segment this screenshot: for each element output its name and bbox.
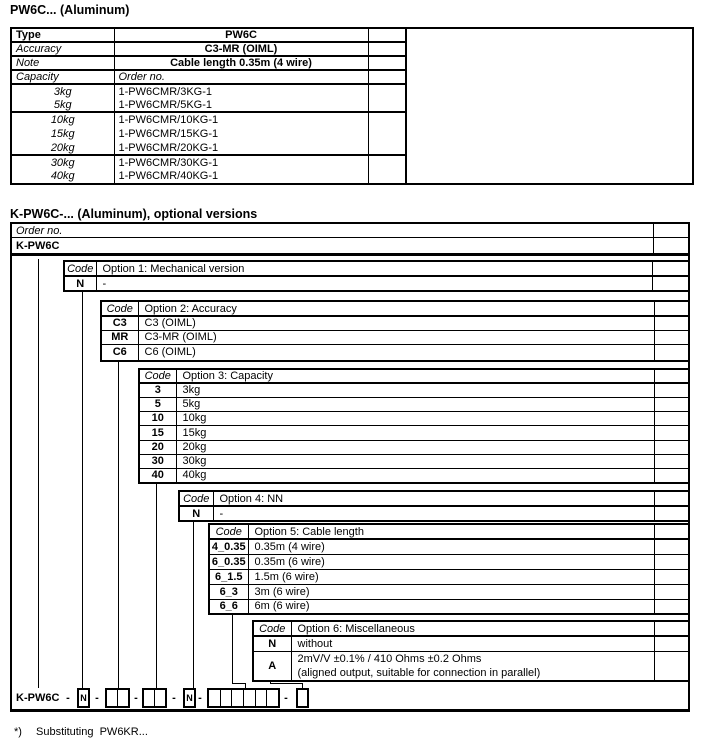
accuracy-label: Accuracy	[11, 42, 114, 56]
connector-option5-line	[232, 613, 233, 684]
option2-code-MR: MR	[101, 330, 138, 344]
option5-desc-6_15: 1.5m (6 wire)	[248, 569, 654, 584]
base-code-header: K-PW6C	[16, 239, 60, 252]
option4-title: Option 4: NN	[213, 491, 654, 506]
assembly-option3-box	[142, 688, 167, 708]
option2-code-C6: C6	[101, 344, 138, 361]
option5-title: Option 5: Cable length	[248, 524, 654, 539]
footnote	[14, 726, 148, 738]
order-no-header-row	[12, 224, 688, 238]
option6-code-N: N	[253, 636, 291, 651]
connector-option1-line	[82, 291, 83, 688]
option3-code-20: 20	[139, 440, 176, 454]
connector-option2-line	[118, 362, 119, 688]
empty-cell	[654, 491, 689, 506]
empty-cell	[654, 539, 689, 554]
code-cell	[232, 690, 244, 706]
code-cell	[256, 690, 268, 706]
connector-option4-line	[193, 520, 194, 688]
option2-desc-C3: C3 (OIML)	[138, 316, 654, 330]
option5-code-header: Code	[209, 524, 248, 539]
code-cell	[155, 690, 165, 706]
assembly-base-code: K-PW6C	[16, 692, 60, 704]
option2-desc-C6: C6 (OIML)	[144, 346, 196, 359]
code-cell	[267, 690, 278, 706]
option4-code-N: N	[179, 506, 213, 521]
connector-option3-line	[156, 482, 157, 688]
assembly-option1-code: N	[80, 693, 87, 703]
note-value: Cable length 0.35m (4 wire)	[114, 56, 368, 70]
pw6c-spec-table	[10, 27, 694, 185]
empty-cell	[654, 599, 689, 614]
option5-code-6_15: 6_1.5	[209, 569, 248, 584]
empty-cell	[368, 155, 406, 184]
option3-table	[138, 368, 690, 484]
assembly-option2-box	[105, 688, 130, 708]
option3-code-10: 10	[139, 411, 176, 425]
option6-desc-N: without	[291, 636, 654, 651]
option1-code-header: Code	[64, 261, 96, 276]
empty-cell	[368, 28, 406, 42]
assembly-dash-1: -	[66, 692, 70, 704]
option3-title: Option 3: Capacity	[176, 369, 654, 383]
empty-cell	[368, 56, 406, 70]
option3-desc-30: 30kg	[176, 454, 654, 468]
empty-cell	[368, 84, 406, 112]
empty-cell	[368, 112, 406, 155]
type-value: PW6C	[114, 28, 368, 42]
empty-cell	[654, 411, 689, 425]
empty-cell	[652, 261, 689, 276]
code-cell	[221, 690, 233, 706]
capacity-15kg: 15kg	[11, 126, 114, 141]
option3-desc-10: 10kg	[176, 411, 654, 425]
capacity-10kg: 10kg	[11, 112, 114, 126]
footnote-text: Substituting PW6KR...	[36, 726, 148, 738]
empty-cell	[654, 316, 689, 330]
option3-desc-5: 5kg	[176, 397, 654, 411]
footnote-marker: *)	[14, 726, 22, 738]
option1-desc-N: -	[102, 277, 107, 290]
capacity-20kg: 20kg	[11, 141, 114, 155]
capacity-label: Capacity	[11, 70, 114, 84]
option3-code-header: Code	[139, 369, 176, 383]
option2-table	[100, 300, 690, 362]
option1-table	[63, 260, 690, 292]
assembly-dash-6: -	[284, 692, 288, 704]
capacity-30kg: 30kg	[11, 155, 114, 169]
assembly-dash-2: -	[95, 692, 99, 704]
capacity-3kg: 3kg	[11, 84, 114, 98]
option5-desc-4_035: 0.35m (4 wire)	[248, 539, 654, 554]
empty-cell	[654, 569, 689, 584]
capacity-40kg: 40kg	[11, 169, 114, 184]
empty-cell	[654, 425, 689, 440]
assembly-option1-box	[77, 688, 90, 708]
option1-code-N: N	[64, 276, 96, 291]
top-section-title: PW6C... (Aluminum)	[10, 3, 130, 17]
order-no-5kg: 1-PW6CMR/5KG-1	[114, 98, 368, 112]
option3-desc-3: 3kg	[176, 383, 654, 397]
empty-cell	[654, 621, 689, 636]
empty-cell	[654, 524, 689, 539]
assembly-option4-code: N	[186, 693, 193, 703]
empty-cell	[654, 330, 689, 344]
option3-code-3: 3	[139, 383, 176, 397]
option4-table	[178, 490, 690, 522]
code-cell	[144, 690, 155, 706]
option6-table	[252, 620, 690, 682]
option3-code-30: 30	[139, 454, 176, 468]
order-no-20kg: 1-PW6CMR/20KG-1	[114, 141, 368, 155]
connector-option6-jog	[270, 683, 303, 684]
order-no-10kg: 1-PW6CMR/10KG-1	[114, 112, 368, 126]
option5-code-6_3: 6_3	[209, 584, 248, 599]
empty-cell	[654, 397, 689, 411]
option6-title: Option 6: Miscellaneous	[291, 621, 654, 636]
option6-desc-A	[291, 651, 654, 681]
order-no-label: Order no.	[114, 70, 368, 84]
accuracy-value: C3-MR (OIML)	[114, 42, 368, 56]
empty-cell	[654, 506, 689, 521]
empty-cell	[654, 301, 689, 316]
empty-cell	[654, 636, 689, 651]
empty-cell	[654, 454, 689, 468]
order-no-40kg: 1-PW6CMR/40KG-1	[114, 169, 368, 184]
option3-desc-20: 20kg	[176, 440, 654, 454]
option5-table	[208, 523, 690, 615]
option5-desc-6_6: 6m (6 wire)	[254, 600, 310, 613]
option2-title: Option 2: Accuracy	[138, 301, 654, 316]
option1-title: Option 1: Mechanical version	[96, 261, 652, 276]
code-cell	[298, 690, 307, 706]
option3-code-5: 5	[139, 397, 176, 411]
type-label: Type	[11, 28, 114, 42]
option3-code-40: 40	[139, 468, 176, 483]
empty-cell	[654, 651, 689, 681]
option5-code-4_035: 4_0.35	[209, 539, 248, 554]
empty-cell	[368, 70, 406, 84]
option3-desc-15: 15kg	[176, 425, 654, 440]
empty-cell	[654, 369, 689, 383]
order-no-15kg: 1-PW6CMR/15KG-1	[114, 126, 368, 141]
option5-desc-6_3: 3m (6 wire)	[248, 584, 654, 599]
option2-code-header: Code	[101, 301, 138, 316]
note-label: Note	[11, 56, 114, 70]
code-cell	[244, 690, 256, 706]
assembly-option6-box	[296, 688, 309, 708]
empty-cell	[654, 554, 689, 569]
order-code-section-title: K-PW6C-... (Aluminum), optional versions	[10, 207, 258, 221]
empty-cell	[653, 238, 688, 253]
empty-cell	[652, 276, 689, 291]
connector-base-line	[38, 259, 39, 688]
assembly-dash-5: -	[198, 692, 202, 704]
base-code-row	[12, 238, 688, 256]
option6-code-header: Code	[253, 621, 291, 636]
empty-cell	[654, 584, 689, 599]
option4-desc-N: -	[219, 507, 224, 520]
code-cell	[118, 690, 128, 706]
option2-desc-MR: C3-MR (OIML)	[138, 330, 654, 344]
option6-code-A: A	[253, 651, 291, 681]
option5-desc-6_035: 0.35m (6 wire)	[248, 554, 654, 569]
option6-desc-A-line1: 2mV/V ±0.1% / 410 Ohms ±0.2 Ohms	[297, 652, 482, 665]
order-no-3kg: 1-PW6CMR/3KG-1	[114, 84, 368, 98]
option5-code-6_035: 6_0.35	[209, 554, 248, 569]
option2-code-C3: C3	[101, 316, 138, 330]
code-cell	[209, 690, 221, 706]
option3-desc-40: 40kg	[182, 469, 207, 482]
option3-code-15: 15	[139, 425, 176, 440]
option6-desc-A-line2: (aligned output, suitable for connection in parallel)	[297, 666, 541, 679]
connector-option5-jog	[232, 683, 246, 684]
empty-cell	[368, 42, 406, 56]
order-no-header: Order no.	[16, 224, 63, 237]
empty-cell	[654, 383, 689, 397]
assembly-option5-box	[207, 688, 280, 708]
empty-cell	[654, 468, 689, 483]
empty-cell	[654, 344, 689, 361]
empty-cell	[653, 224, 688, 237]
empty-side-box	[406, 28, 693, 184]
assembly-dash-4: -	[172, 692, 176, 704]
empty-cell	[654, 440, 689, 454]
option4-code-header: Code	[179, 491, 213, 506]
capacity-5kg: 5kg	[11, 98, 114, 112]
assembly-dash-3: -	[134, 692, 138, 704]
code-cell	[107, 690, 118, 706]
order-code-diagram	[10, 222, 690, 712]
option5-code-6_6: 6_6	[209, 599, 248, 614]
order-no-30kg: 1-PW6CMR/30KG-1	[114, 155, 368, 169]
